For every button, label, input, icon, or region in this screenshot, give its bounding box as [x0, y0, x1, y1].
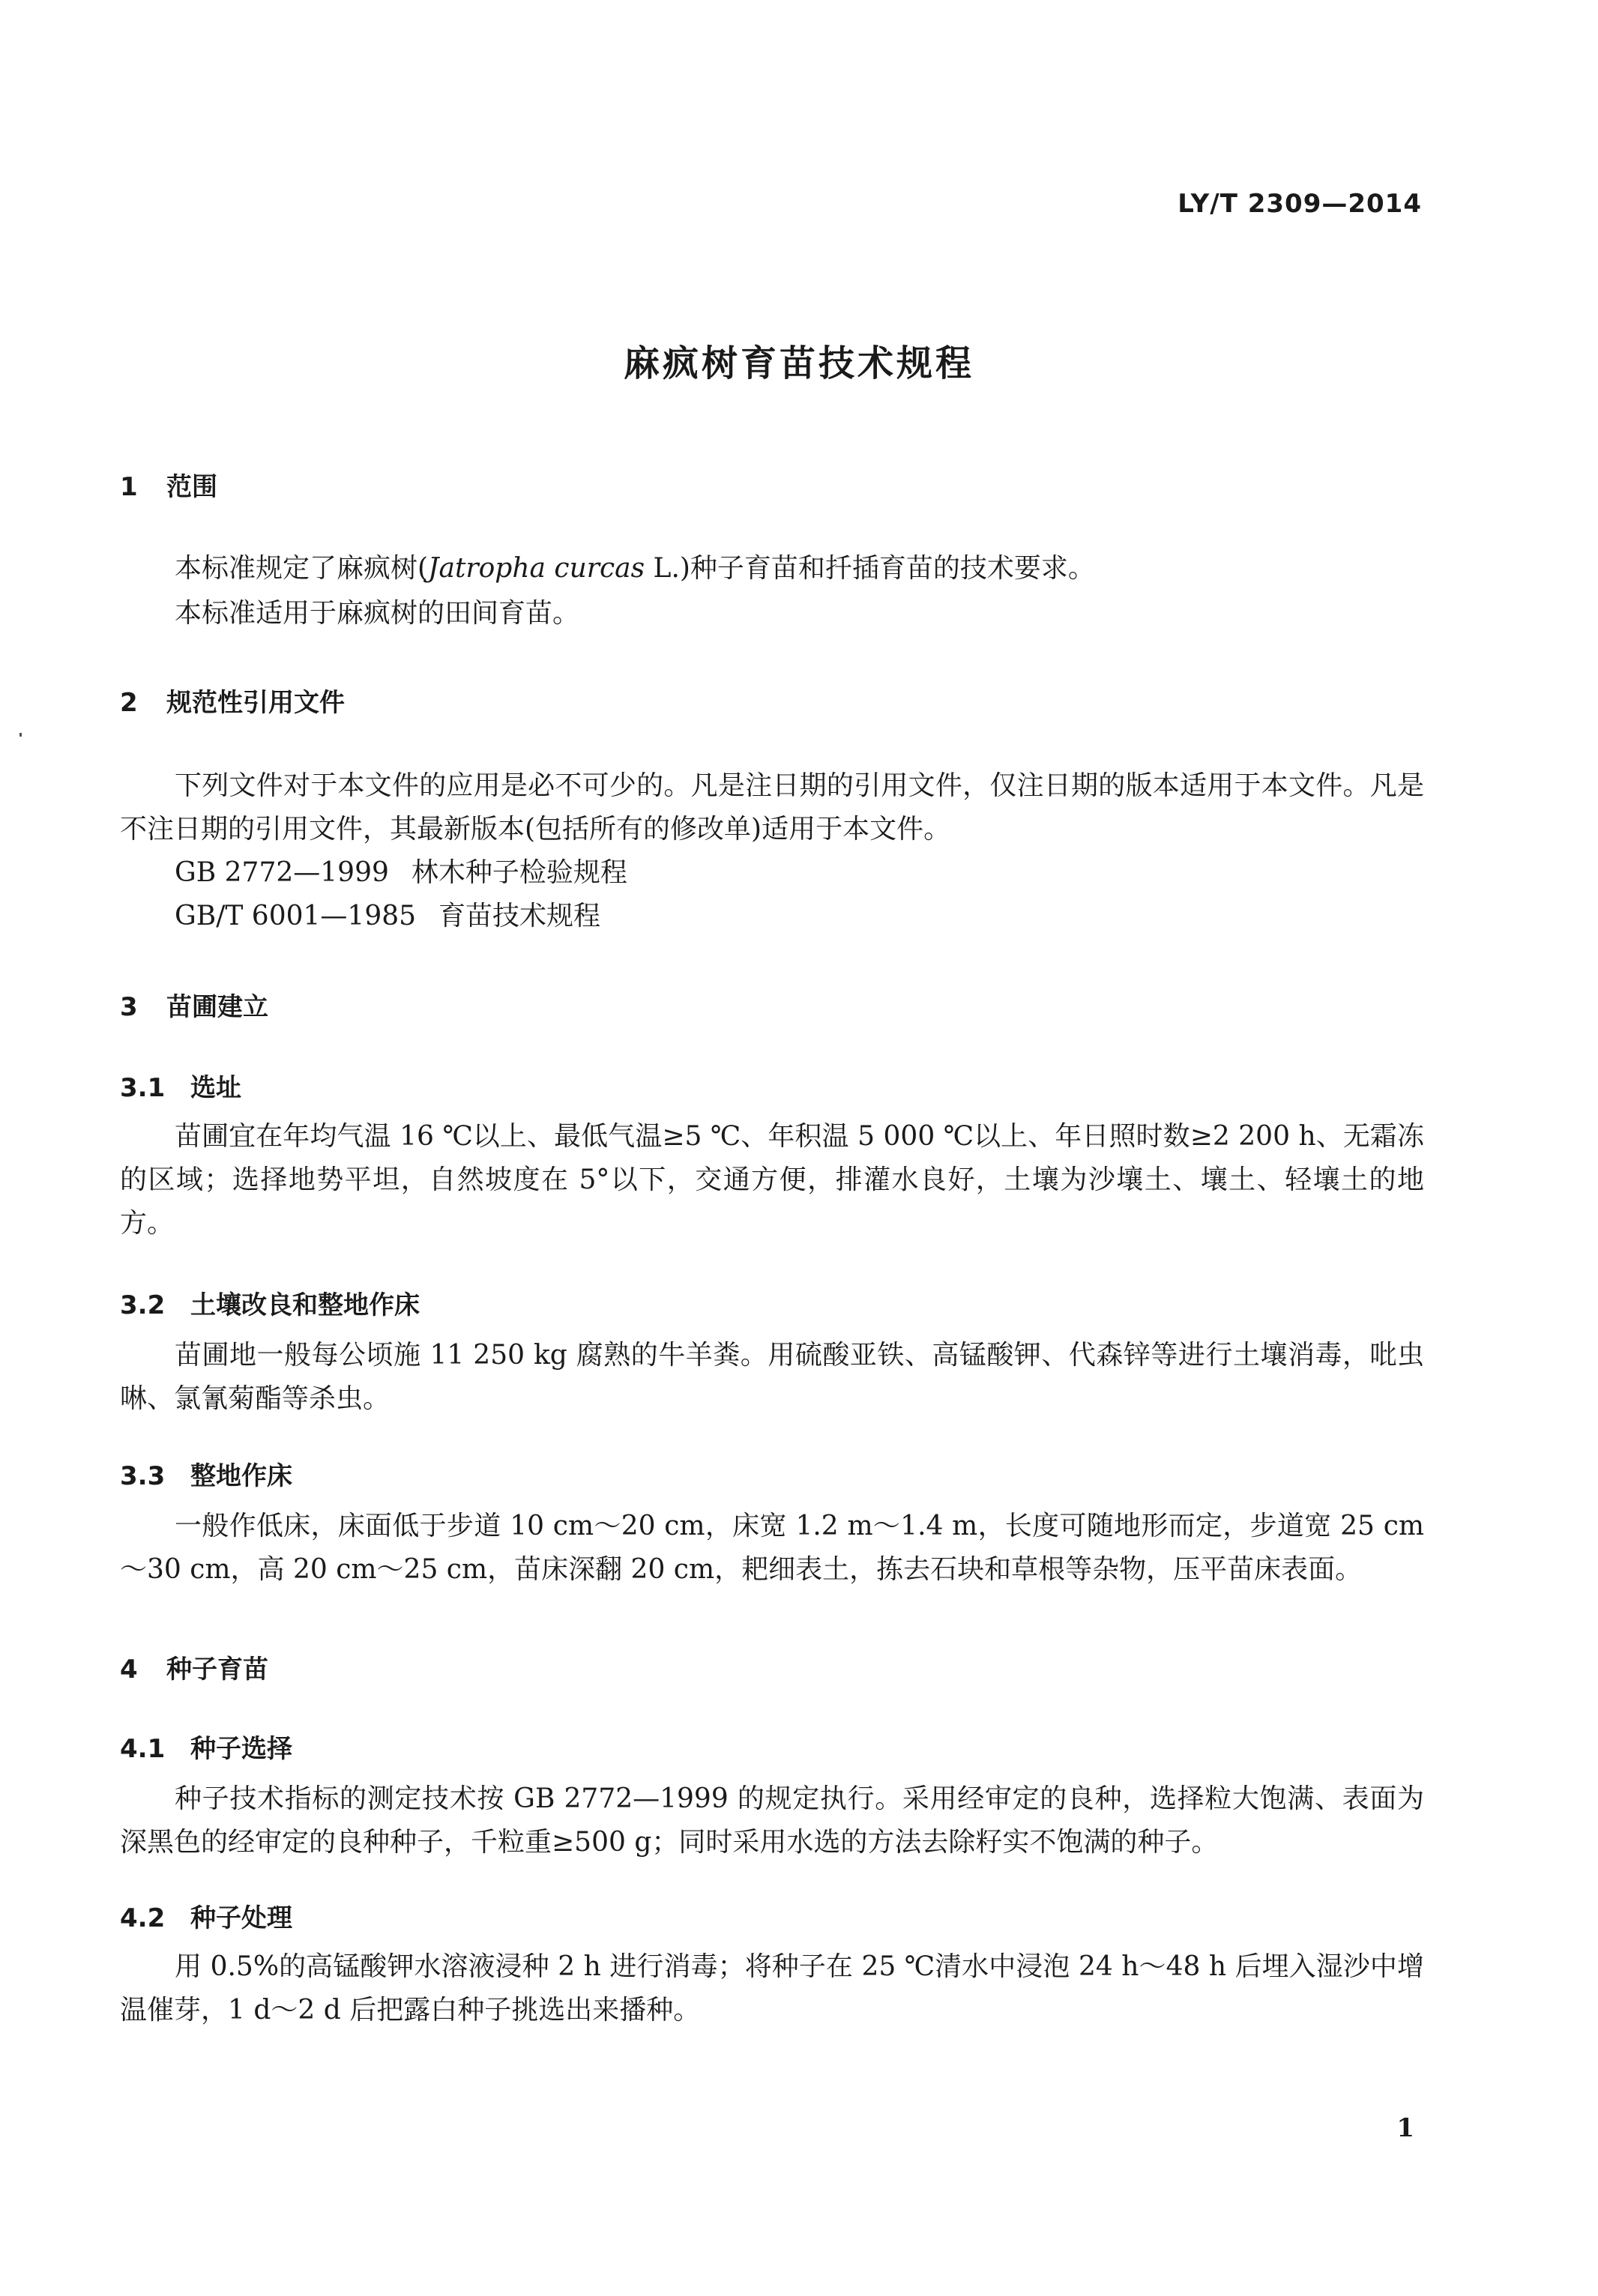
section-title: 选址: [190, 1073, 241, 1103]
page-number: 1: [1396, 2113, 1414, 2143]
section-number: 4.2: [120, 1903, 166, 1933]
scan-speck: [19, 733, 22, 737]
section-number: 1: [120, 472, 138, 502]
section-number: 3.2: [120, 1290, 166, 1320]
section-1-paragraph-2: 本标准适用于麻疯树的田间育苗。: [175, 598, 580, 629]
section-number: 3.3: [120, 1461, 166, 1491]
section-4-2-paragraph: 用 0.5%的高锰酸钾水溶液浸种 2 h 进行消毒；将种子在 25 ℃清水中浸泡 24 h～48 h 后埋入湿沙中增温催芽，1 d～2 d 后把露白种子挑选出来播种。: [120, 1951, 1424, 2025]
section-title: 整地作床: [190, 1461, 292, 1491]
reference-code: GB/T 6001—1985: [175, 901, 417, 931]
section-number: 3: [120, 992, 138, 1022]
section-4-2-heading: [120, 1897, 292, 1934]
section-1-paragraph-1: [120, 547, 1424, 590]
section-title: 土壤改良和整地作床: [190, 1290, 420, 1320]
section-3-3-paragraph: 一般作低床，床面低于步道 10 cm～20 cm，床宽 1.2 m～1.4 m，长度可随地形而定，步道宽 25 cm～30 cm，高 20 cm～25 cm，苗床深翻 20 cm，耙细表土，拣去石块和草根等杂物，压平苗床表面。: [120, 1511, 1424, 1585]
section-title: 苗圃建立: [166, 992, 268, 1022]
section-3-1-heading: [120, 1067, 241, 1104]
text-fragment: 本标准规定了麻疯树(: [175, 553, 429, 584]
section-number: 2: [120, 688, 138, 718]
latin-name: Jatropha curcas: [428, 553, 645, 584]
section-2-paragraph: 下列文件对于本文件的应用是必不可少的。凡是注日期的引用文件，仅注日期的版本适用于本文件。凡是不注日期的引用文件，其最新版本(包括所有的修改单)适用于本文件。: [120, 770, 1424, 845]
section-4-1-paragraph: 种子技术指标的测定技术按 GB 2772—1999 的规定执行。采用经审定的良种，选择粒大饱满、表面为深黑色的经审定的良种种子，千粒重≥500 g；同时采用水选的方法去除籽实不饱满的种子。: [120, 1783, 1424, 1858]
section-title: 规范性引用文件: [166, 688, 345, 718]
section-3-heading: [120, 986, 268, 1023]
reference-item: [175, 895, 600, 938]
reference-title: 林木种子检验规程: [411, 857, 627, 888]
section-number: 4: [120, 1655, 138, 1685]
document-title: 麻疯树育苗技术规程: [623, 342, 974, 384]
section-4-1-heading: [120, 1728, 292, 1765]
section-1-heading: [120, 466, 217, 503]
section-number: 4.1: [120, 1734, 166, 1764]
section-4-heading: [120, 1649, 268, 1685]
section-title: 范围: [166, 472, 217, 502]
section-number: 3.1: [120, 1073, 166, 1103]
section-3-3-heading: [120, 1455, 292, 1492]
text-fragment: L.)种子育苗和扦插育苗的技术要求。: [645, 553, 1095, 584]
standard-code: LY/T 2309—2014: [1178, 189, 1422, 219]
section-3-2-paragraph: 苗圃地一般每公顷施 11 250 kg 腐熟的牛羊粪。用硫酸亚铁、高锰酸钾、代森锌等进行土壤消毒，吡虫啉、氯氰菊酯等杀虫。: [120, 1340, 1424, 1414]
reference-code: GB 2772—1999: [175, 857, 389, 888]
section-3-1-paragraph: 苗圃宜在年均气温 16 ℃以上、最低气温≥5 ℃、年积温 5 000 ℃以上、年日照时数≥2 200 h、无霜冻的区域；选择地势平坦，自然坡度在 5°以下，交通方便，排灌水良好，土壤为沙壤土、壤土、轻壤土的地方。: [120, 1121, 1424, 1239]
section-3-2-heading: [120, 1284, 420, 1321]
section-title: 种子育苗: [166, 1655, 268, 1685]
reference-item: [175, 851, 627, 895]
section-title: 种子选择: [190, 1734, 292, 1764]
section-2-heading: [120, 682, 345, 719]
section-title: 种子处理: [190, 1903, 292, 1933]
reference-title: 育苗技术规程: [438, 901, 601, 931]
